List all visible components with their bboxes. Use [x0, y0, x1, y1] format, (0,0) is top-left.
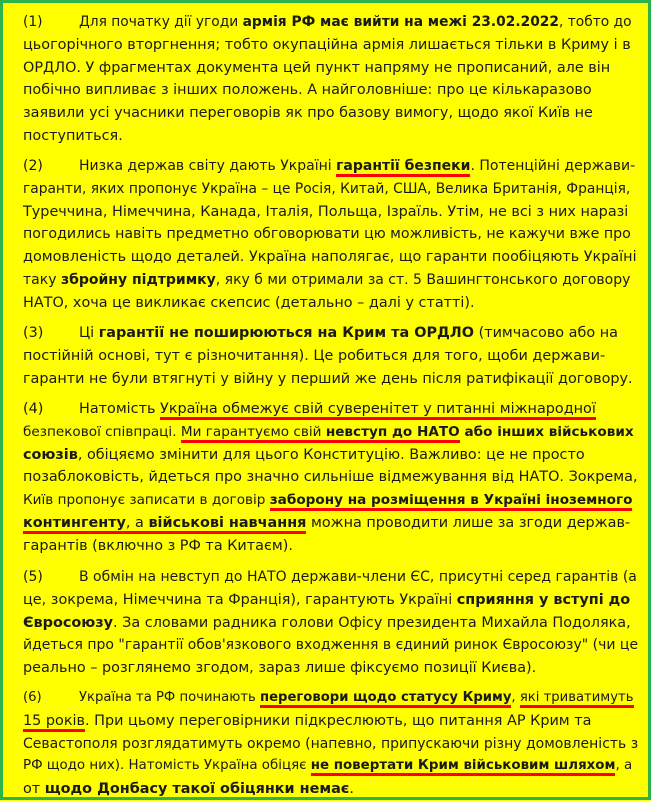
- text-segment: гаранти не були втягнуті у війну у перший же день після ратифікації договору.: [23, 370, 633, 387]
- underlined-text: , а: [126, 515, 149, 534]
- paragraph-5: [23, 566, 638, 680]
- bold-text: збройну підтримку: [60, 271, 216, 288]
- text-segment: Для початку дії угоди: [79, 14, 243, 30]
- paragraph-1: [23, 11, 638, 148]
- bold-text: щодо Донбасу такої обіцянки немає: [44, 781, 350, 798]
- highlighted-bold-text: військові навчання: [148, 515, 306, 534]
- highlighted-bold-text: не повертати Крим військовим шляхом: [311, 758, 616, 776]
- paragraph-6: [23, 687, 638, 801]
- paragraph-4: [23, 398, 638, 558]
- text-segment: позаблоковість, йдеться про значно сильніше відмежування від НАТО. Зокрема,: [23, 469, 638, 486]
- text-line: [23, 34, 638, 57]
- text-segment: цьогорічного вторгнення; тобто окупаційна армія лишається тільки в Криму і в: [23, 36, 631, 53]
- underlined-text: які триватимуть: [520, 690, 634, 708]
- text-line: [23, 634, 638, 657]
- text-segment: домовленість щодо деталей. Україна наполягає, що гаранти пообіцяють Україні: [23, 249, 637, 266]
- text-line: [23, 755, 638, 778]
- paragraph-number: (4): [23, 401, 44, 417]
- text-segment: ОРДЛО. У фрагментах документа цей пункт напряму не прописаний, але він: [23, 59, 611, 76]
- text-segment: , яку б ми отримали за ст. 5 Вашингтонського договору: [215, 271, 631, 288]
- highlighted-bold-text: невступ до НАТО: [326, 424, 460, 443]
- highlighted-bold-text: гарантії безпеки: [336, 158, 470, 177]
- text-line: [23, 512, 638, 535]
- text-line: [23, 398, 638, 421]
- paragraph-2: [23, 155, 638, 315]
- text-line: [23, 566, 638, 589]
- text-segment: заявили усі учасники переговорів як про базову вимогу, щодо якої Київ не: [23, 105, 593, 122]
- text-segment: . За словами радника голови Офісу президента Михайла Подоляка,: [113, 614, 631, 631]
- bold-text: союзів: [23, 446, 78, 463]
- text-line: [23, 11, 638, 34]
- text-segment: Україна та РФ починають: [79, 690, 260, 705]
- text-segment: Натомість: [79, 401, 161, 417]
- text-segment: погодились навіть предметно обговорювати цю можливість, не кажучи вже про: [23, 226, 631, 243]
- text-segment: В обмін на невступ до НАТО держави-члени ЄС, присутні серед гарантів (а: [79, 569, 637, 585]
- text-line: [23, 102, 638, 125]
- text-line: [23, 589, 638, 612]
- text-segment: Туреччина, Німеччина, Канада, Італія, Польща, Ізраїль. Утім, не всі з них наразі: [23, 203, 629, 220]
- text-line: [23, 612, 638, 635]
- underlined-text: 15 років: [23, 713, 85, 732]
- text-line: [23, 535, 638, 558]
- text-line: [23, 125, 638, 148]
- text-line: [23, 57, 638, 80]
- text-segment: . При цьому переговірники підкреслюють, що питання АР Крим та: [85, 712, 592, 729]
- bold-text: гарантії не поширюються на Крим та ОРДЛО: [98, 325, 474, 341]
- text-segment: побічно випливає з інших положень. А найголовніше: про це кількаразово: [23, 82, 592, 99]
- text-segment: це, зокрема, Німеччина та Франція), гарантують Україні: [23, 591, 457, 608]
- text-segment: Київ пропонує записати в договір: [23, 492, 270, 509]
- text-segment: Ці: [79, 325, 99, 341]
- paragraph-3: [23, 322, 638, 390]
- highlighted-bold-text: контингенту: [23, 515, 126, 534]
- text-line: [23, 687, 638, 710]
- bold-text: сприяння у вступі до: [456, 591, 631, 608]
- text-segment: Низка держав світу дають Україні: [79, 158, 337, 174]
- text-line: [23, 657, 638, 680]
- paragraph-number: (1): [23, 14, 43, 30]
- text-segment: поступиться.: [23, 127, 123, 144]
- highlighted-bold-text: заборону на розміщення в Україні іноземного: [270, 492, 633, 511]
- underlined-text: Україна обмежує свій суверенітет у питанні міжнародної: [160, 401, 596, 420]
- text-line: [23, 223, 638, 246]
- bold-text: Євросоюзу: [23, 614, 114, 631]
- text-segment: можна проводити лише за згоди держав-: [306, 514, 631, 531]
- text-line: [23, 322, 638, 345]
- text-segment: , обіцяємо змінити для цього Конституцію. Важливо: це не просто: [77, 446, 585, 463]
- text-line: [23, 201, 638, 224]
- text-line: [23, 421, 638, 444]
- bold-text: або інших військових: [459, 423, 634, 440]
- text-segment: таку: [23, 271, 61, 288]
- text-segment: гарантів (включно з РФ та Китаєм).: [23, 537, 293, 554]
- text-segment: безпекової співпраці.: [23, 423, 181, 440]
- text-segment: .: [349, 781, 354, 798]
- text-segment: . Потенційні держави-: [470, 158, 636, 174]
- text-segment: йдеться про "гарантії обов'язкового входження в єдиний ринок Євросоюзу" (чи це: [23, 637, 639, 654]
- text-segment: постійній основі, тут є різночитання). Це робиться для того, щоби держави-: [23, 347, 606, 364]
- paragraph-number: (5): [23, 569, 43, 585]
- text-line: [23, 345, 638, 368]
- text-segment: , а: [615, 758, 633, 774]
- text-line: [23, 489, 638, 512]
- paragraph-number: (2): [23, 158, 43, 174]
- text-line: [23, 292, 638, 315]
- text-line: [23, 79, 638, 102]
- text-segment: ,: [511, 690, 520, 705]
- text-line: [23, 155, 638, 178]
- paragraph-number: (6): [23, 690, 42, 705]
- text-line: [23, 733, 638, 756]
- text-segment: (тимчасово або на: [474, 325, 618, 341]
- text-segment: реально – розглянемо згодом, зараз лише фіксуємо позиції Києва).: [23, 660, 537, 677]
- text-line: [23, 269, 638, 292]
- text-segment: , тобто до: [559, 14, 632, 30]
- text-line: [23, 710, 638, 733]
- bold-text: армія РФ має вийти на межі 23.02.2022: [242, 14, 559, 30]
- text-line: [23, 368, 638, 391]
- text-segment: от: [23, 781, 45, 798]
- text-segment: гаранти, яких пропонує Україна – це Росія, Китай, США, Велика Британія, Франція,: [23, 180, 631, 197]
- text-line: [23, 444, 638, 467]
- text-segment: РФ щодо них). Натомість Україна обіцяє: [23, 758, 311, 774]
- text-line: [23, 246, 638, 269]
- underlined-text: Ми гарантуємо свій: [181, 424, 326, 443]
- text-line: [23, 466, 638, 489]
- highlighted-bold-text: переговори щодо статусу Криму: [260, 690, 511, 708]
- paragraph-number: (3): [23, 325, 44, 341]
- text-line: [23, 778, 638, 801]
- text-line: [23, 178, 638, 201]
- text-segment: Севастополя розглядатимуть окремо (напевно, припускаючи різну домовленість з: [23, 735, 639, 752]
- text-segment: НАТО, хоча це викликає скепсис (детально – далі у статті).: [23, 294, 475, 311]
